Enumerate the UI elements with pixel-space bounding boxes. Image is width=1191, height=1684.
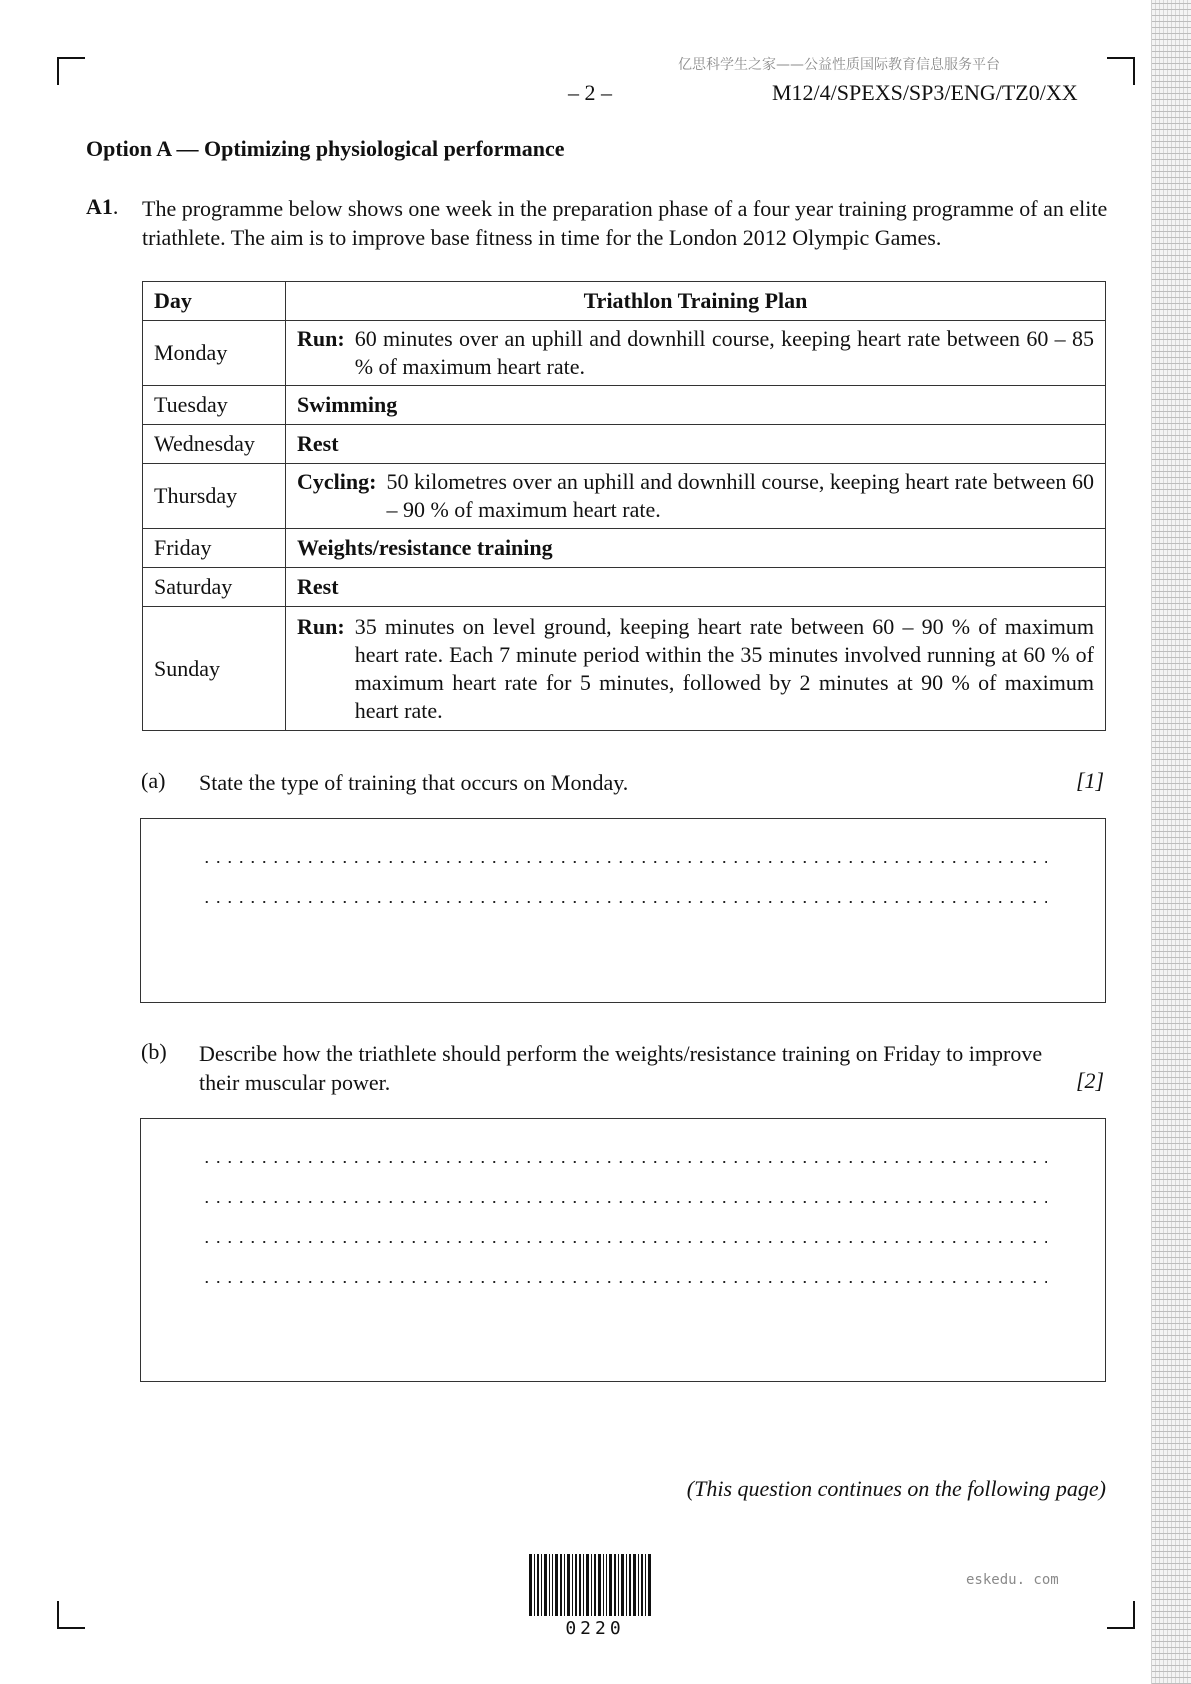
question-number: A1. bbox=[86, 194, 119, 219]
table-row bbox=[143, 607, 1106, 731]
plan-cell bbox=[286, 464, 1106, 529]
table-row bbox=[143, 386, 1106, 425]
page-edge-strip bbox=[1151, 0, 1191, 1684]
column-header-plan: Triathlon Training Plan bbox=[286, 282, 1106, 321]
answer-line[interactable] bbox=[201, 901, 1047, 903]
continuation-note: (This question continues on the following page) bbox=[686, 1476, 1106, 1501]
day-cell: Saturday bbox=[143, 568, 286, 607]
document-code: M12/4/SPEXS/SP3/ENG/TZ0/XX bbox=[772, 80, 1078, 105]
crop-mark-bottom-right bbox=[1107, 1601, 1135, 1629]
column-header-day: Day bbox=[143, 282, 286, 321]
day-cell: Wednesday bbox=[143, 425, 286, 464]
activity-label: Cycling: bbox=[297, 469, 377, 494]
crop-mark-bottom-left bbox=[57, 1601, 85, 1629]
option-title: Option A — Optimizing physiological performance bbox=[86, 136, 565, 161]
plan-cell bbox=[286, 568, 1106, 607]
training-plan-table bbox=[142, 281, 1106, 731]
answer-line[interactable] bbox=[201, 1201, 1047, 1203]
day-cell: Friday bbox=[143, 529, 286, 568]
answer-line[interactable] bbox=[201, 861, 1047, 863]
activity-label: Run: bbox=[297, 326, 345, 351]
day-cell: Tuesday bbox=[143, 386, 286, 425]
activity-label: Rest bbox=[297, 431, 339, 456]
plan-cell bbox=[286, 529, 1106, 568]
part-a-label: (a) bbox=[141, 768, 166, 793]
answer-box-b[interactable] bbox=[140, 1118, 1106, 1382]
part-a-text: State the type of training that occurs on Monday. bbox=[199, 770, 629, 795]
table-row bbox=[143, 321, 1106, 386]
part-b-marks: [2] bbox=[1076, 1068, 1105, 1093]
crop-mark-top-left bbox=[57, 57, 85, 85]
plan-cell bbox=[286, 321, 1106, 386]
barcode-image bbox=[529, 1554, 661, 1616]
activity-label: Swimming bbox=[297, 392, 398, 417]
part-a-marks: [1] bbox=[1076, 768, 1105, 793]
plan-cell bbox=[286, 425, 1106, 464]
activity-detail: 35 minutes on level ground, keeping heart rate between 60 – 90 % of maximum heart rate. Each 7 minute period within the 35 minutes involved running at 60 % of maximum heart rate for 5 minutes, followed by 2 minutes at 90 % of maximum heart rate. bbox=[354, 613, 1094, 723]
table-row bbox=[143, 568, 1106, 607]
plan-cell bbox=[286, 386, 1106, 425]
question-number-label: A1 bbox=[86, 194, 113, 219]
crop-mark-top-right bbox=[1107, 57, 1135, 85]
plan-cell bbox=[286, 607, 1106, 731]
answer-line[interactable] bbox=[201, 1241, 1047, 1243]
day-cell: Monday bbox=[143, 321, 286, 386]
answer-line[interactable] bbox=[201, 1161, 1047, 1163]
answer-line[interactable] bbox=[201, 1281, 1047, 1283]
table-header-row bbox=[143, 282, 1106, 321]
activity-label: Run: bbox=[297, 613, 345, 639]
page-number: – 2 – bbox=[568, 80, 612, 105]
part-b-text: Describe how the triathlete should perform the weights/resistance training on Friday to improve their muscular power. bbox=[199, 1041, 1043, 1095]
answer-box-a[interactable] bbox=[140, 818, 1106, 1003]
activity-detail: 50 kilometres over an uphill and downhill course, keeping heart rate between 60 – 90 % of maximum heart rate. bbox=[386, 469, 1094, 522]
part-b-label: (b) bbox=[141, 1039, 167, 1064]
barcode-number: 0220 bbox=[565, 1618, 625, 1639]
day-cell: Thursday bbox=[143, 464, 286, 529]
activity-detail: 60 minutes over an uphill and downhill course, keeping heart rate between 60 – 85 % of maximum heart rate. bbox=[354, 326, 1094, 379]
day-cell: Sunday bbox=[143, 607, 286, 731]
activity-label: Rest bbox=[297, 574, 339, 599]
activity-label: Weights/resistance training bbox=[297, 535, 553, 560]
question-stem: The programme below shows one week in the preparation phase of a four year training programme of an elite triathlete. The aim is to improve base fitness in time for the London 2012 Olympic Games. bbox=[142, 196, 1108, 250]
table-row bbox=[143, 464, 1106, 529]
table-row bbox=[143, 529, 1106, 568]
site-watermark: eskedu. com bbox=[966, 1572, 1059, 1588]
table-row bbox=[143, 425, 1106, 464]
watermark-text: 亿思科学生之家——公益性质国际教育信息服务平台 bbox=[678, 57, 1000, 73]
